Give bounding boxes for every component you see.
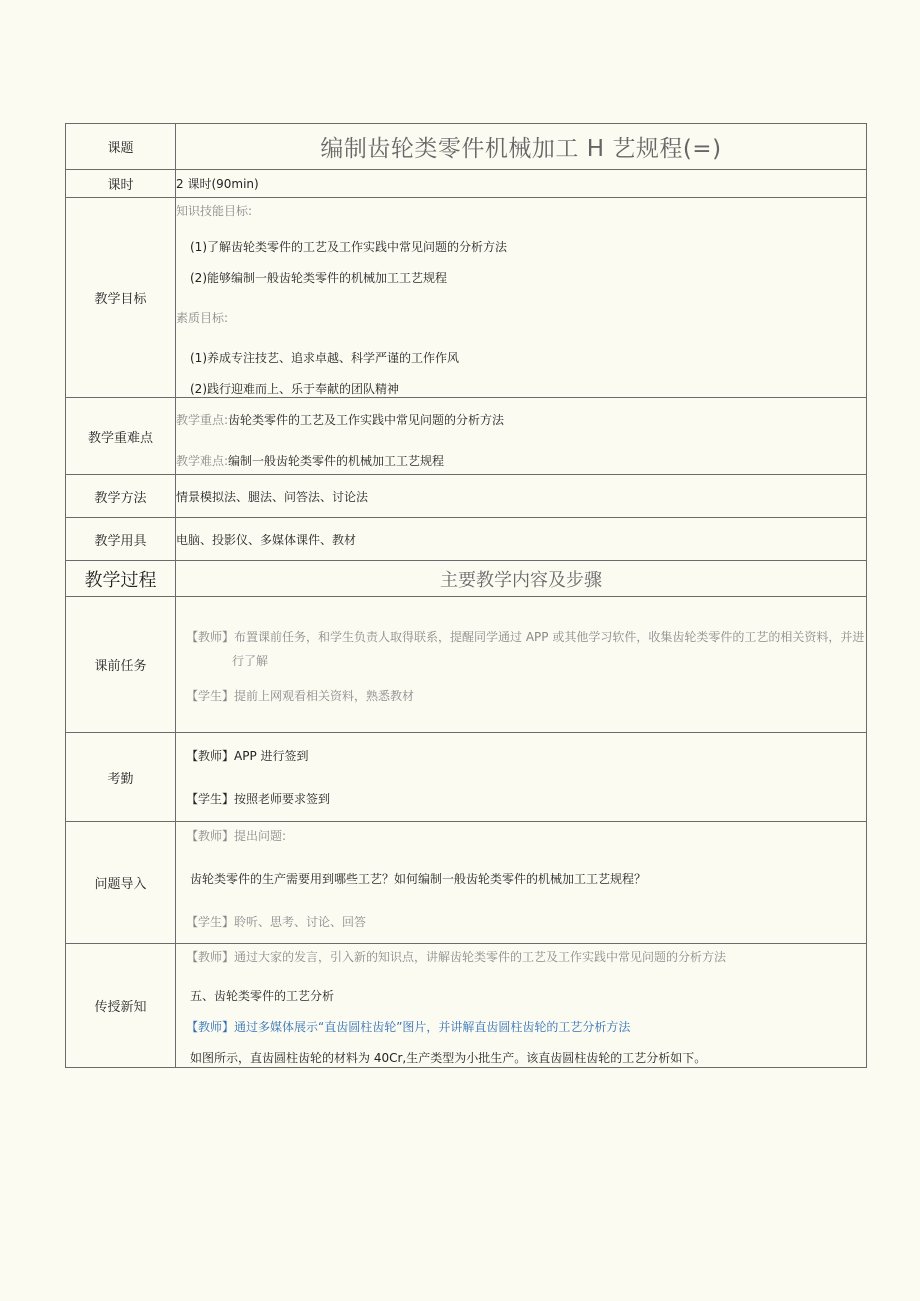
hours-value: 2 课时(90min) (176, 170, 867, 198)
difficulty-line (176, 452, 866, 469)
key-text: 齿轮类零件的工艺及工作实践中常见问题的分析方法 (228, 413, 505, 427)
row-attendance (66, 733, 867, 822)
goals-content (176, 198, 867, 398)
tools-value: 电脑、投影仪、多媒体课件、教材 (176, 518, 867, 561)
pre-task-content (176, 597, 867, 733)
label-attendance: 考勤 (66, 733, 176, 822)
quality-item: (1)养成专注技艺、追求卓越、科学严谨的工作作风 (190, 351, 459, 365)
row-tools (66, 518, 867, 561)
key-prefix: 教学重点: (176, 413, 229, 427)
label-teach: 传授新知 (66, 944, 176, 1068)
knowledge-item: (1)了解齿轮类零件的工艺及工作实践中常见问题的分析方法 (190, 240, 508, 254)
label-methods: 教学方法 (66, 475, 176, 518)
teach-teacher-2: 【教师】通过多媒体展示“直齿圆柱齿轮”图片，并讲解直齿圆柱齿轮的工艺分析方法 (186, 1020, 631, 1034)
process-header-label: 教学过程 (66, 561, 176, 597)
knowledge-heading: 知识技能目标: (176, 204, 253, 218)
teach-paragraph: 如图所示，直齿圆柱齿轮的材料为 40Cr,生产类型为小批生产。该直齿圆柱齿轮的工艺分析如下。 (190, 1051, 707, 1065)
label-pre-task: 课前任务 (66, 597, 176, 733)
label-key-points: 教学重难点 (66, 398, 176, 475)
intro-teacher: 【教师】提出问题: (186, 829, 287, 843)
row-teach (66, 944, 867, 1068)
key-points-content (176, 398, 867, 475)
key-point-line (176, 411, 866, 428)
row-pre-task (66, 597, 867, 733)
row-process-header (66, 561, 867, 597)
intro-question: 齿轮类零件的生产需要用到哪些工艺？如何编制一般齿轮类零件的机械加工工艺规程？ (190, 872, 647, 886)
attendance-content (176, 733, 867, 822)
row-key-points (66, 398, 867, 475)
teach-content (176, 944, 867, 1068)
row-hours (66, 170, 867, 198)
quality-heading: 素质目标: (176, 311, 229, 325)
knowledge-item: (2)能够编制一般齿轮类零件的机械加工工艺规程 (190, 271, 447, 285)
teach-teacher-1: 【教师】通过大家的发言，引入新的知识点，讲解齿轮类零件的工艺及工作实践中常见问题的分析方法 (186, 950, 727, 964)
label-tools: 教学用具 (66, 518, 176, 561)
difficulty-prefix: 教学难点: (176, 454, 229, 468)
process-header-value: 主要教学内容及步骤 (176, 561, 867, 597)
pre-task-teacher: 【教师】布置课前任务，和学生负责人取得联系，提醒同学通过 APP 或其他学习软件，收集齿轮类零件的工艺的相关资料，并进行了解 (186, 630, 865, 668)
row-methods (66, 475, 867, 518)
row-intro (66, 822, 867, 944)
row-title (66, 124, 867, 170)
attendance-teacher: 【教师】APP 进行签到 (186, 749, 309, 763)
intro-student: 【学生】聆听、思考、讨论、回答 (186, 915, 367, 929)
label-hours: 课时 (66, 170, 176, 198)
label-intro: 问题导入 (66, 822, 176, 944)
row-goals (66, 198, 867, 398)
lesson-title: 编制齿轮类零件机械加工 H 艺规程(=) (176, 124, 867, 170)
attendance-student: 【学生】按照老师要求签到 (186, 792, 331, 806)
methods-value: 情景模拟法、腿法、问答法、讨论法 (176, 475, 867, 518)
teach-section-heading: 五、齿轮类零件的工艺分析 (190, 989, 335, 1003)
pre-task-student: 【学生】提前上网观看相关资料，熟悉教材 (186, 689, 415, 703)
label-goals: 教学目标 (66, 198, 176, 398)
quality-item: (2)践行迎难而上、乐于奉献的团队精神 (190, 382, 399, 396)
difficulty-text: 编制一般齿轮类零件的机械加工工艺规程 (228, 454, 445, 468)
lesson-plan-table (65, 123, 867, 1068)
intro-content (176, 822, 867, 944)
label-title: 课题 (66, 124, 176, 170)
